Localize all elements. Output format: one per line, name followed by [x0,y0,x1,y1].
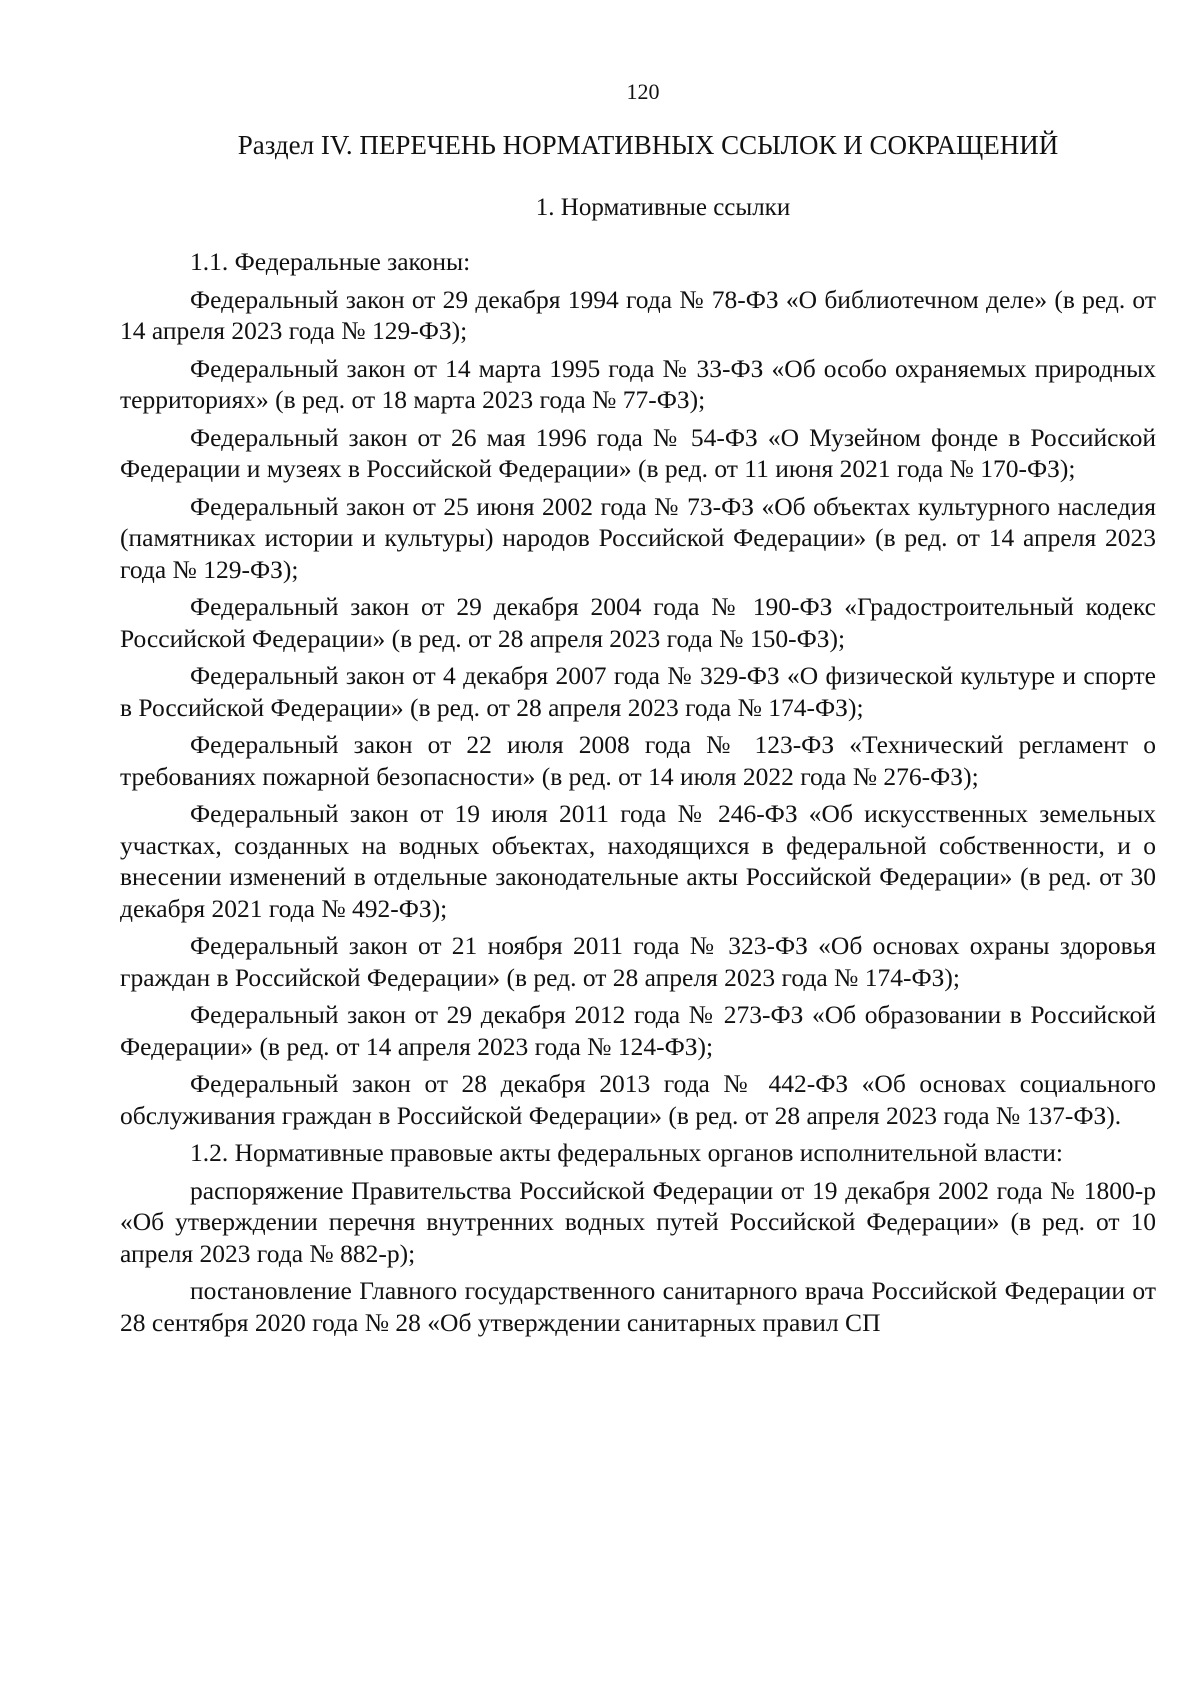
subsection-title: 1. Нормативные ссылки [535,194,791,221]
law-item: Федеральный закон от 22 июля 2008 года № 123-ФЗ «Технический регламент о требованиях пожарной безопасности» (в ред. от 14 июля 2022 года № 276-ФЗ); [120,730,1156,791]
document-page [120,78,1156,1344]
normative-acts-heading: 1.2. Нормативные правовые акты федеральных органов исполнительной власти: [190,1138,1063,1167]
section-title: Раздел IV. ПЕРЕЧЕНЬ НОРМАТИВНЫХ ССЫЛОК И СОКРАЩЕНИЙ [237,130,1059,160]
law-item: Федеральный закон от 14 марта 1995 года № 33-ФЗ «Об особо охраняемых природных территориях» (в ред. от 18 марта 2023 года № 77-ФЗ); [120,353,1156,414]
law-item: Федеральный закон от 21 ноября 2011 года № 323-ФЗ «Об основах охраны здоровья граждан в Российской Федерации» (в ред. от 28 апреля 2023 года № 174-ФЗ); [120,931,1156,992]
law-item: Федеральный закон от 29 декабря 1994 года № 78-ФЗ «О библиотечном деле» (в ред. от 14 апреля 2023 года № 129-ФЗ); [120,284,1156,345]
federal-laws-heading: 1.1. Федеральные законы: [190,247,471,276]
federal-laws-section [120,246,1156,1131]
law-item: Федеральный закон от 26 мая 1996 года № 54-ФЗ «О Музейном фонде в Российской Федерации и музеях в Российской Федерации» (в ред. от 11 июня 2021 года № 170-ФЗ); [120,422,1156,483]
act-item: распоряжение Правительства Российской Федерации от 19 декабря 2002 года № 1800-р «Об утверждении перечня внутренних водных путей Российской Федерации» (в ред. от 10 апреля 2023 года № 882-р); [120,1175,1156,1268]
page-number: 120 [626,79,660,104]
act-item: постановление Главного государственного санитарного врача Российской Федерации от 28 сентября 2020 года № 28 «Об утверждении санитарных правил СП [120,1276,1156,1337]
law-item: Федеральный закон от 19 июля 2011 года № 246-ФЗ «Об искусственных земельных участках, созданных на водных объектах, находящихся в федеральной собственности, и о внесении изменений в отдельные законодательные акты Российской Федерации» (в ред. от 30 декабря 2021 года № 492-ФЗ); [120,799,1156,923]
law-item: Федеральный закон от 25 июня 2002 года № 73-ФЗ «Об объектах культурного наследия (памятниках истории и культуры) народов Российской Федерации» (в ред. от 14 апреля 2023 года № 129-ФЗ); [120,491,1156,584]
law-item: Федеральный закон от 28 декабря 2013 года № 442-ФЗ «Об основах социального обслуживания граждан в Российской Федерации» (в ред. от 28 апреля 2023 года № 137-ФЗ). [120,1069,1156,1130]
law-item: Федеральный закон от 4 декабря 2007 года № 329-ФЗ «О физической культуре и спорте в Российской Федерации» (в ред. от 28 апреля 2023 года № 174-ФЗ); [120,661,1156,722]
law-item: Федеральный закон от 29 декабря 2004 года № 190-ФЗ «Градостроительный кодекс Российской Федерации» (в ред. от 28 апреля 2023 года № 150-ФЗ); [120,592,1156,653]
law-item: Федеральный закон от 29 декабря 2012 года № 273-ФЗ «Об образовании в Российской Федерации» (в ред. от 14 апреля 2023 года № 124-ФЗ); [120,1000,1156,1061]
normative-acts-section [120,1137,1156,1338]
